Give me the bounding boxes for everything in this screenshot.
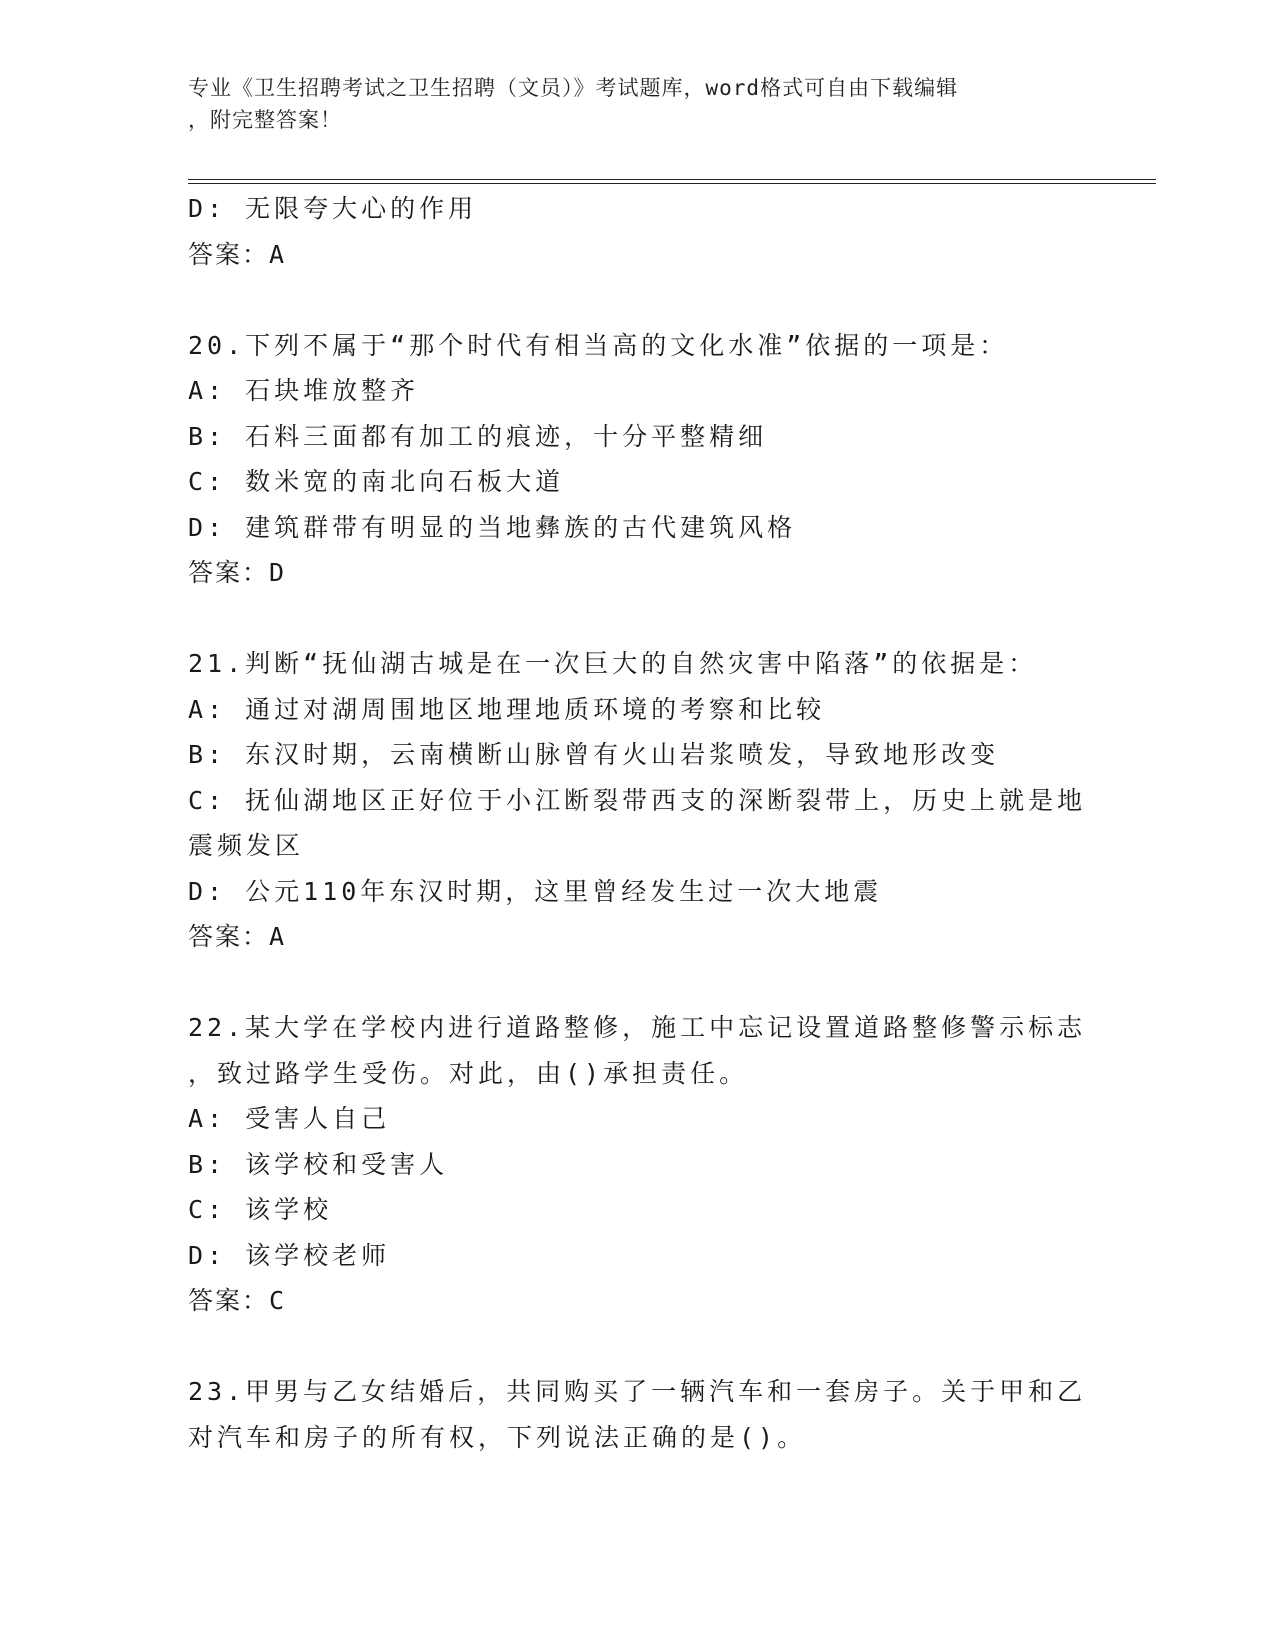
option-line: B: 石料三面都有加工的痕迹，十分平整精细 [188, 421, 768, 451]
option-line: A: 受害人自己 [188, 1104, 391, 1133]
answer-line [188, 1278, 1088, 1324]
question-gap [188, 277, 1088, 323]
document-body [188, 186, 1088, 1460]
question-gap [188, 596, 1088, 642]
question-gap [188, 1324, 1088, 1370]
option-line: C: 数米宽的南北向石板大道 [188, 467, 565, 496]
answer-value: C [269, 1286, 289, 1315]
answer-value: A [269, 922, 289, 951]
question-stem: 20.下列不属于“那个时代有相当高的文化水准”依据的一项是： [188, 330, 1009, 360]
answer-label: 答案： [188, 922, 270, 951]
answer-line [188, 550, 1088, 596]
answer-line [188, 232, 1088, 278]
question-stem: ，致过路学生受伤。对此，由()承担责任。 [188, 1058, 749, 1088]
option-line: A: 石块堆放整齐 [188, 376, 420, 405]
option-line: D: 建筑群带有明显的当地彝族的古代建筑风格 [188, 512, 797, 542]
header-line-1: 专业《卫生招聘考试之卫生招聘（文员）》考试题库，word格式可自由下载编辑 [188, 76, 959, 100]
header-divider-thick [188, 183, 1156, 184]
option-line: A: 通过对湖周围地区地理地质环境的考察和比较 [188, 694, 826, 724]
header-divider-thin [188, 179, 1156, 180]
question-gap [188, 960, 1088, 1006]
option-line: D: 无限夸大心的作用 [188, 194, 478, 223]
question-stem: 21.判断“抚仙湖古城是在一次巨大的自然灾害中陷落”的依据是： [188, 649, 1038, 678]
option-line: C: 该学校 [188, 1195, 333, 1224]
option-line: D: 该学校老师 [188, 1240, 391, 1270]
question-block [188, 1005, 1088, 1324]
option-line: C: 抚仙湖地区正好位于小江断裂带西支的深断裂带上，历史上就是地 [188, 785, 1087, 815]
header-line-2: ，附完整答案！ [188, 108, 342, 132]
question-block [188, 1369, 1088, 1460]
document-header [188, 72, 1088, 136]
answer-label: 答案： [188, 239, 270, 269]
option-line: D: 公元110年东汉时期，这里曾经发生过一次大地震 [188, 876, 883, 906]
answer-value: A [269, 239, 289, 269]
question-stem: 22.某大学在学校内进行道路整修，施工中忘记设置道路整修警示标志 [188, 1013, 1087, 1042]
answer-value: D [269, 558, 289, 587]
question-block [188, 323, 1088, 596]
option-line: B: 东汉时期，云南横断山脉曾有火山岩浆喷发，导致地形改变 [188, 740, 1000, 769]
question-stem: 23.甲男与乙女结婚后，共同购买了一辆汽车和一套房子。关于甲和乙 [188, 1377, 1087, 1406]
option-line: B: 该学校和受害人 [188, 1149, 449, 1179]
option-line: 震频发区 [188, 831, 305, 860]
question-stem: 对汽车和房子的所有权，下列说法正确的是()。 [188, 1422, 807, 1452]
answer-label: 答案： [188, 558, 270, 587]
answer-label: 答案： [188, 1286, 270, 1315]
question-block [188, 641, 1088, 960]
answer-line [188, 914, 1088, 960]
